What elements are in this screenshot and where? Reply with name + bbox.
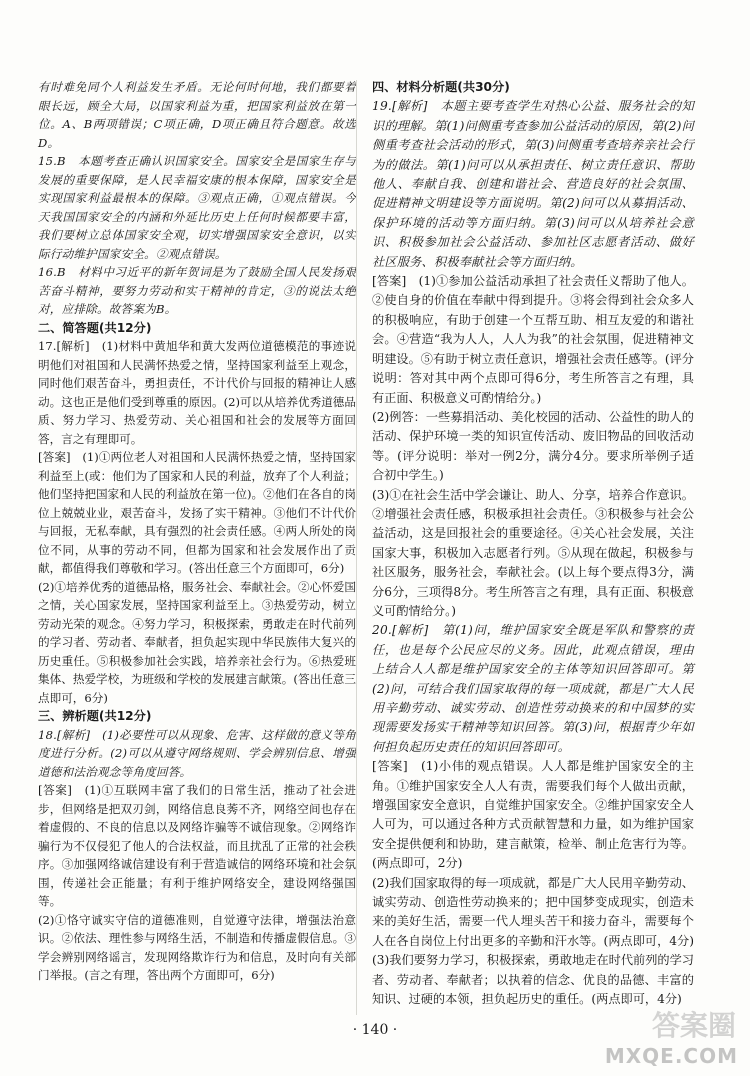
analysis-paragraph: 18.[解析] (1)必要性可以从现象、危害、这样做的意义等角度进行分析。(2)可以从遵守网络规则、学会辨别信息、增强道德和法治观念等角度回答。	[38, 727, 356, 779]
watermark-url-text: MXQE.COM	[604, 1044, 738, 1068]
answer-paragraph: (3)我们要努力学习，积极探索，勇敢地走在时代前列的学习者、劳动者、奉献者；以执着的信念、优良的品德、丰富的知识、过硬的本领，担负起历史的重任。(两点即可，4分)	[372, 953, 694, 1007]
analysis-paragraph: 19.[解析] 本题主要考查学生对热心公益、服务社会的知识的理解。第(1)问侧重考查参加公益活动的原因，第(2)问侧重考查社会活动的形式，第(3)问侧重考查培养亲社会行为的做法。第(1)问可以从承担责任、树立责任意识、帮助他人、奉献自我、创建和谐社会、营造良好的社会氛围、促进精神文明建设等方面说明。第(2)问可以从募捐活动、保护环境的活动等方面归纳。第(3)问可以从培养社会意识、积极参加社会公益活动、参加社区志愿者活动、做好社区服务、积极奉献社会等方面归纳。	[372, 99, 694, 269]
section-heading: 三、辨析题(共12分)	[38, 709, 152, 723]
analysis-paragraph: 17.[解析] (1)材料中黄旭华和黄大发两位道德模范的事迹说明他们对祖国和人民满怀热爱之情，坚持国家利益至上观念，同时他们艰苦奋斗，勇担责任，不计代价与回报的精神让人感动。这也正是他们受到尊重的原因。(2)可以从培养优秀道德品质、努力学习、热爱劳动、关心祖国和社会的发展等方面回答，言之有理即可。	[38, 339, 356, 446]
section-heading: 二、简答题(共12分)	[38, 320, 152, 335]
watermark-logo	[602, 1002, 742, 1072]
analysis-paragraph: 16.B 材料中习近平的新年贺词是为了鼓励全国人民发扬艰苦奋斗精神，要努力劳动和实干精神的肯定，③的说法太绝对，应排除。故答案为B。	[38, 265, 356, 316]
right-column	[372, 78, 694, 1010]
answer-paragraph: [答案] (1)①两位老人对祖国和人民满怀热爱之情，坚持国家利益至上(或：他们为了国家和人民的利益，放弃了个人利益；他们坚持把国家和人民的利益放在第一位)。②他们在各自的岗位上兢兢业业，艰苦奋斗，发扬了实干精神。③他们不计代价与回报，无私奉献，具有强烈的社会责任感。④两人所处的岗位不同，从事的劳动不同，但都为国家和社会发展作出了贡献，都值得我们尊敬和学习。(答出任意三个方面即可，6分)	[38, 450, 356, 575]
left-column	[38, 78, 356, 985]
answer-paragraph: [答案] (1)①参加公益活动承担了社会责任义帮助了他人。②使自身的价值在奉献中得到提升。③将会得到社会众多人的积极响应，有助于创建一个互帮互助、相互友爱的和谐社会。④营造“我为人人，人人为我”的社会氛围，促进精神文明建设。⑤有助于树立责任意识，增强社会责任感等。(评分说明：答对其中两个点即可得6分，考生所答言之有理，具有正面、积极意义可酌情给分。)	[372, 274, 694, 405]
watermark-logo-text: 答案圈	[651, 1009, 736, 1042]
answer-paragraph: (2)我们国家取得的每一项成就，都是广大人民用辛勤劳动、诚实劳动、创造性劳动换来的；把中国梦变成现实，创造未来的美好生活，需要一代人埋头苦干和接力奋斗，需要每个人在各自岗位上付出更多的辛勤和汗水等。(两点即可，4分)	[372, 875, 694, 948]
answer-paragraph: [答案] (1)①互联网丰富了我们的日常生活，推动了社会进步，但网络是把双刃剑，网络信息良莠不齐，网络空间也存在着虚假的、不良的信息以及网络诈骗等不诚信现象。②网络诈骗行为不仅侵犯了他人的合法权益，而且扰乱了正常的社会秩序。③加强网络诚信建设有利于营造诚信的网络环境和社会氛围，传递社会正能量；有利于维护网络安全，建设网络强国等。	[38, 783, 356, 908]
column-divider	[356, 80, 357, 1015]
answer-paragraph: (2)①培养优秀的道德品格，服务社会、奉献社会。②心怀爱国之情，关心国家发展，坚持国家利益至上。③热爱劳动，树立劳动光荣的观念。④努力学习，积极探索，勇敢走在时代前列的学习者、劳动者、奉献者，担负起实现中华民族伟大复兴的历史重任。⑤积极参加社会实践，培养亲社会行为。⑥热爱班集体、热爱学校，为班级和学校的发展建言献策。(答出任意三点即可，6分)	[38, 579, 356, 705]
analysis-paragraph: 20.[解析] 第(1)问，维护国家安全既是军队和警察的责任，也是每个公民应尽的义务。因此，此观点错误，理由上结合人人都是维护国家安全的主体等知识回答即可。第(2)问，可结合我们国家取得的每一项成就，都是广大人民用辛勤劳动、诚实劳动、创造性劳动换来的和中国梦的实现需要发扬实干精神等知识回答。第(3)问，根据青少年如何担负起历史责任的知识回答即可。	[372, 623, 694, 754]
answer-paragraph: [答案] (1)小伟的观点错误。人人都是维护国家安全的主角。①维护国家安全人人有责，需要我们每个人做出贡献，增强国家安全意识，自觉维护国家安全。②维护国家安全人人可为，可以通过各种方式贡献智慧和力量，如为维护国家安全提供便利和协助，建言献策，检举、制止危害行为等。(两点即可，2分)	[372, 759, 694, 871]
answer-paragraph: (2)①恪守诚实守信的道德准则，自觉遵守法律，增强法治意识。②依法、理性参与网络生活，不制造和传播虚假信息。③学会辨别网络谣言，发现网络欺诈行为和信息，及时向有关部门举报。(言之有理，答出两个方面即可，6分)	[38, 912, 356, 982]
answer-paragraph: (3)①在社会生活中学会谦让、助人、分享，培养合作意识。②增强社会责任感，积极承担社会责任。③积极参与社会公益活动，这是回报社会的重要途径。④关心社会发展，关注国家大事，积极加入志愿者行列。⑤从现在做起，积极参与社区服务，服务社会，奉献社会。(以上每个要点得3分，满分6分，三项得8分。考生所答言之有理，具有正面、积极意义可酌情给分。)	[372, 487, 694, 618]
section-heading: 四、材料分析题(共30分)	[372, 80, 510, 94]
answer-paragraph: (2)例答：一些募捐活动、美化校园的活动、公益性的助人的活动、保护环境一类的知识宣传活动、废旧物品的回收活动等。(评分说明：举对一例2分，满分4分。要求所举例子适合初中学生。)	[372, 409, 694, 483]
analysis-paragraph: 有时难免同个人利益发生矛盾。无论何时何地，我们都要着眼长远，顾全大局，以国家利益为重，把国家利益放在第一位。A、B两项错误；C项正确，D项正确且符合题意。故选D。	[38, 80, 356, 150]
analysis-paragraph: 15.B 本题考查正确认识国家安全。国家安全是国家生存与发展的重要保障，是人民幸福安康的根本保障，国家安全是实现国家利益最根本的保障。③观点正确，①观点错误。今天我国国家安全的内涵和外延比历史上任何时候都要丰富，我们要树立总体国家安全观，切实增强国家安全意识，以实际行动维护国家安全。②观点错误。	[38, 154, 356, 261]
page-number: · 140 ·	[352, 1022, 398, 1038]
